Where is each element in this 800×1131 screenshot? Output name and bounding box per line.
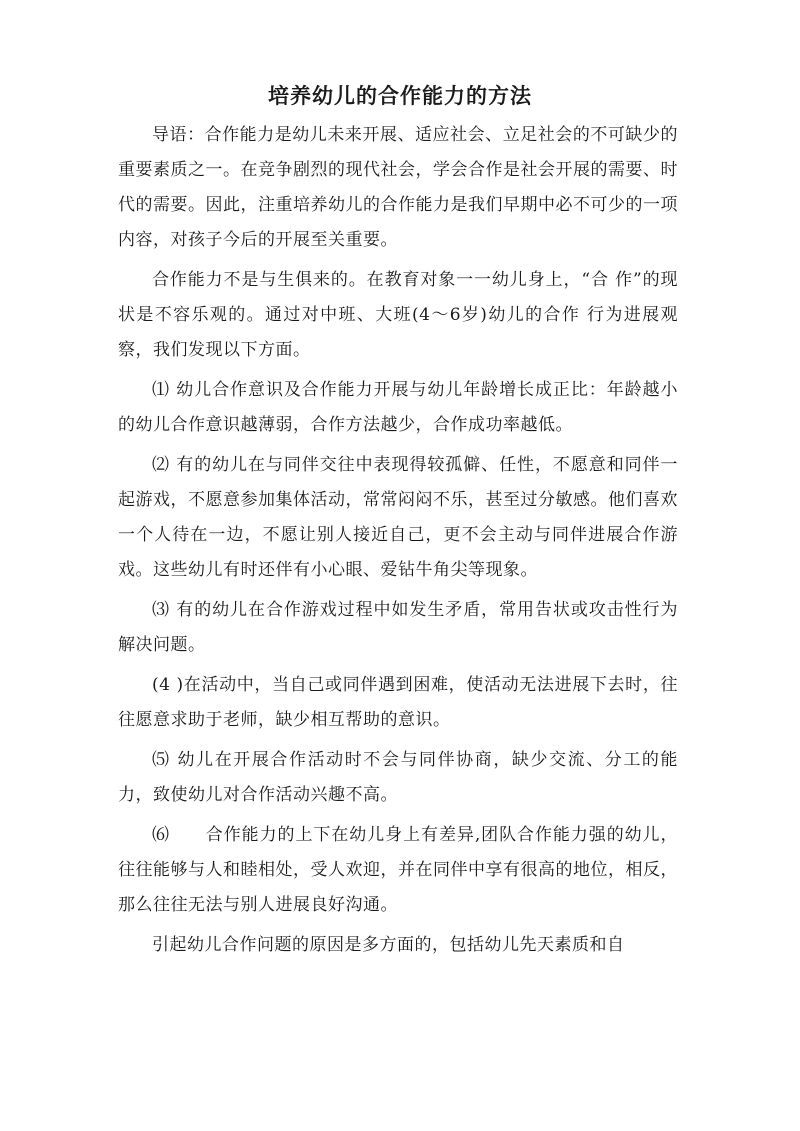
paragraph-causes: 引起幼儿合作问题的原因是多方面的，包括幼儿先天素质和自 (152, 935, 625, 955)
paragraph-item-4: (4 )在活动中，当自己或同伴遇到困难，使活动无法进展下去时，往往愿意求助于老师，缺少相互帮助的意识。 (118, 675, 678, 730)
paragraph-item-2: ⑵ 有的幼儿在与同伴交往中表现得较孤僻、任性，不愿意和同伴一起游戏，不愿意参加集体活动，常常闷闷不乐，甚至过分敏感。他们喜欢一个人待在一边，不愿让别人接近自己，更不会主动与同伴进展合作游戏。这些幼儿有时还伴有小心眼、爱钻牛角尖等现象。 (118, 455, 678, 580)
paragraph-item-1: ⑴ 幼儿合作意识及合作能力开展与幼儿年龄增长成正比：年龄越小的幼儿合作意识越薄弱，合作方法越少，合作成功率越低。 (118, 380, 678, 435)
paragraph-item-6: ⑹ 合作能力的上下在幼儿身上有差异,团队合作能力强的幼儿，往往能够与人和睦相处，受人欢迎，并在同伴中享有很高的地位，相反，那么往往无法与别人进展良好沟通。 (118, 825, 678, 915)
document-body (118, 118, 678, 968)
paragraph-item-3: ⑶ 有的幼儿在合作游戏过程中如发生矛盾，常用告状或攻击性行为解决问题。 (118, 600, 678, 655)
paragraph-status: 合作能力不是与生俱来的。在教育对象一一幼儿身上，“合 作”的现状是不容乐观的。通过对中班、大班(4～6岁)幼儿的合作 行为进展观察，我们发现以下方面。 (118, 270, 678, 360)
paragraph-item-5: ⑸ 幼儿在开展合作活动时不会与同伴协商，缺少交流、分工的能力，致使幼儿对合作活动兴趣不高。 (118, 750, 678, 805)
document-title: 培养幼儿的合作能力的方法 (268, 83, 532, 108)
paragraph-intro: 导语：合作能力是幼儿未来开展、适应社会、立足社会的不可缺少的重要素质之一。在竞争剧烈的现代社会，学会合作是社会开展的需要、时代的需要。因此，注重培养幼儿的合作能力是我们早期中必不可少的一项内容，对孩子今后的开展至关重要。 (118, 125, 678, 250)
